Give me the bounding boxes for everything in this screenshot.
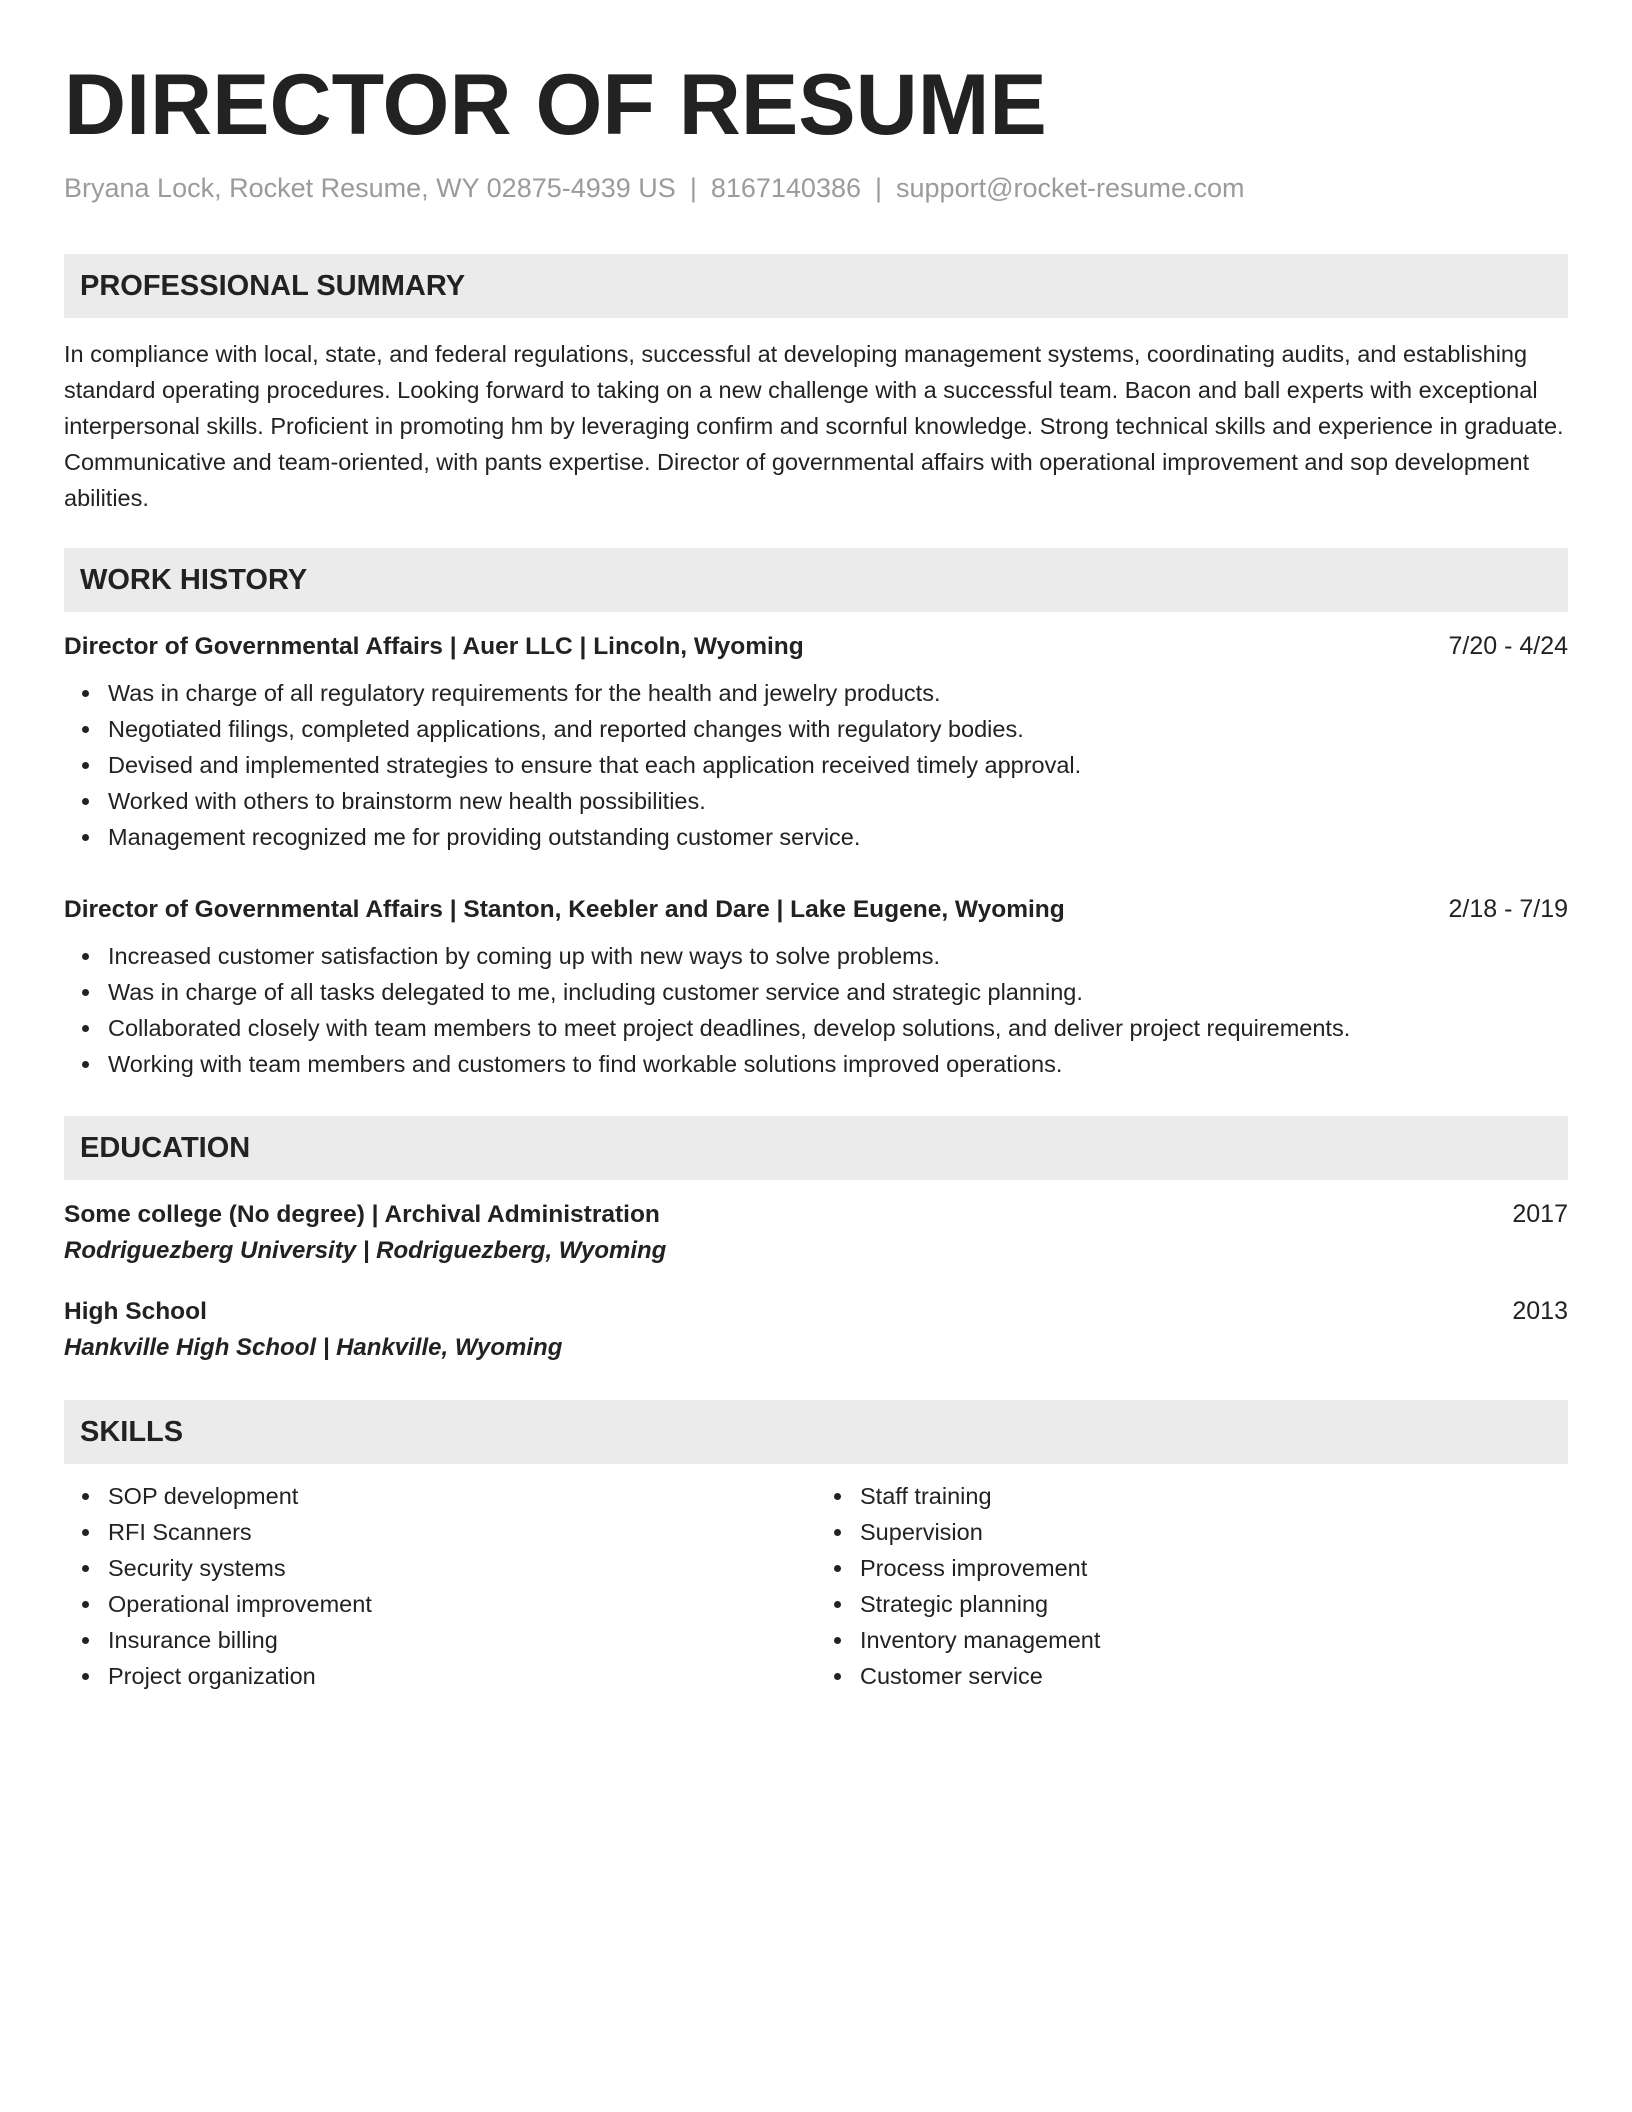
job-entry (64, 632, 1568, 855)
job-bullets (64, 938, 1568, 1082)
job-bullet: Was in charge of all tasks delegated to me, including customer service and strategic planning. (108, 974, 1568, 1010)
skill-item: Staff training (860, 1478, 1568, 1514)
job-entry (64, 895, 1568, 1082)
job-title: Director of Governmental Affairs | Stanton, Keebler and Dare | Lake Eugene, Wyoming (64, 896, 1065, 924)
skills-list-right (816, 1478, 1568, 1694)
education-degree: High School (64, 1298, 207, 1326)
job-header-row (64, 895, 1568, 924)
skill-item: Supervision (860, 1514, 1568, 1550)
summary-text: In compliance with local, state, and federal regulations, successful at developing management systems, coordinating audits, and establishing standard operating procedures. Looking forward to taking on a new challenge with a successful team. Bacon and ball experts with exceptional interpersonal skills. Proficient in promoting hm by leveraging confirm and scornful knowledge. Strong technical skills and experience in graduate. Communicative and team-oriented, with pants expertise. Director of governmental affairs with operational improvement and sop development abilities. (64, 341, 1564, 512)
job-bullet: Collaborated closely with team members to meet project deadlines, develop solutions, and deliver project requirements. (108, 1010, 1568, 1046)
contact-separator: | (875, 173, 883, 203)
section-header-summary: PROFESSIONAL SUMMARY (64, 254, 1568, 318)
contact-separator: | (689, 173, 697, 203)
skill-item: Insurance billing (108, 1622, 816, 1658)
job-bullet: Worked with others to brainstorm new health possibilities. (108, 783, 1568, 819)
skill-item: RFI Scanners (108, 1514, 816, 1550)
education-school: Rodriguezberg University | Rodriguezberg, Wyoming (64, 1237, 667, 1265)
job-dates: 7/20 - 4/24 (1448, 632, 1568, 661)
job-title: Director of Governmental Affairs | Auer LLC | Lincoln, Wyoming (64, 633, 804, 661)
job-bullet: Increased customer satisfaction by coming up with new ways to solve problems. (108, 938, 1568, 974)
contact-address: Bryana Lock, Rocket Resume, WY 02875-4939 US (64, 173, 676, 203)
education-school: Hankville High School | Hankville, Wyoming (64, 1334, 563, 1362)
skill-item: Inventory management (860, 1622, 1568, 1658)
skill-item: SOP development (108, 1478, 816, 1514)
skill-item: Customer service (860, 1658, 1568, 1694)
contact-email: support@rocket-resume.com (896, 173, 1245, 203)
skills-list-left (64, 1478, 816, 1694)
education-year: 2013 (1512, 1297, 1568, 1326)
section-header-education: EDUCATION (64, 1116, 1568, 1180)
skill-item: Operational improvement (108, 1586, 816, 1622)
job-header-row (64, 632, 1568, 661)
education-degree: Some college (No degree) | Archival Administration (64, 1201, 660, 1229)
job-bullet: Negotiated filings, completed applications, and reported changes with regulatory bodies. (108, 711, 1568, 747)
job-bullet: Devised and implemented strategies to ensure that each application received timely approval. (108, 747, 1568, 783)
skill-item: Strategic planning (860, 1586, 1568, 1622)
contact-line (64, 172, 1568, 204)
education-entry (64, 1200, 1568, 1265)
resume-title: DIRECTOR OF RESUME (64, 57, 1047, 153)
skills-columns (64, 1478, 1568, 1694)
job-bullets (64, 675, 1568, 855)
education-header-row (64, 1200, 1568, 1229)
education-year: 2017 (1512, 1200, 1568, 1229)
job-bullet: Working with team members and customers to find workable solutions improved operations. (108, 1046, 1568, 1082)
skill-item: Security systems (108, 1550, 816, 1586)
contact-phone: 8167140386 (710, 173, 861, 203)
education-header-row (64, 1297, 1568, 1326)
skill-item: Process improvement (860, 1550, 1568, 1586)
job-bullet: Was in charge of all regulatory requirements for the health and jewelry products. (108, 675, 1568, 711)
job-dates: 2/18 - 7/19 (1448, 895, 1568, 924)
section-header-skills: SKILLS (64, 1400, 1568, 1464)
section-header-work-history: WORK HISTORY (64, 548, 1568, 612)
job-bullet: Management recognized me for providing outstanding customer service. (108, 819, 1568, 855)
education-entry (64, 1297, 1568, 1362)
skill-item: Project organization (108, 1658, 816, 1694)
